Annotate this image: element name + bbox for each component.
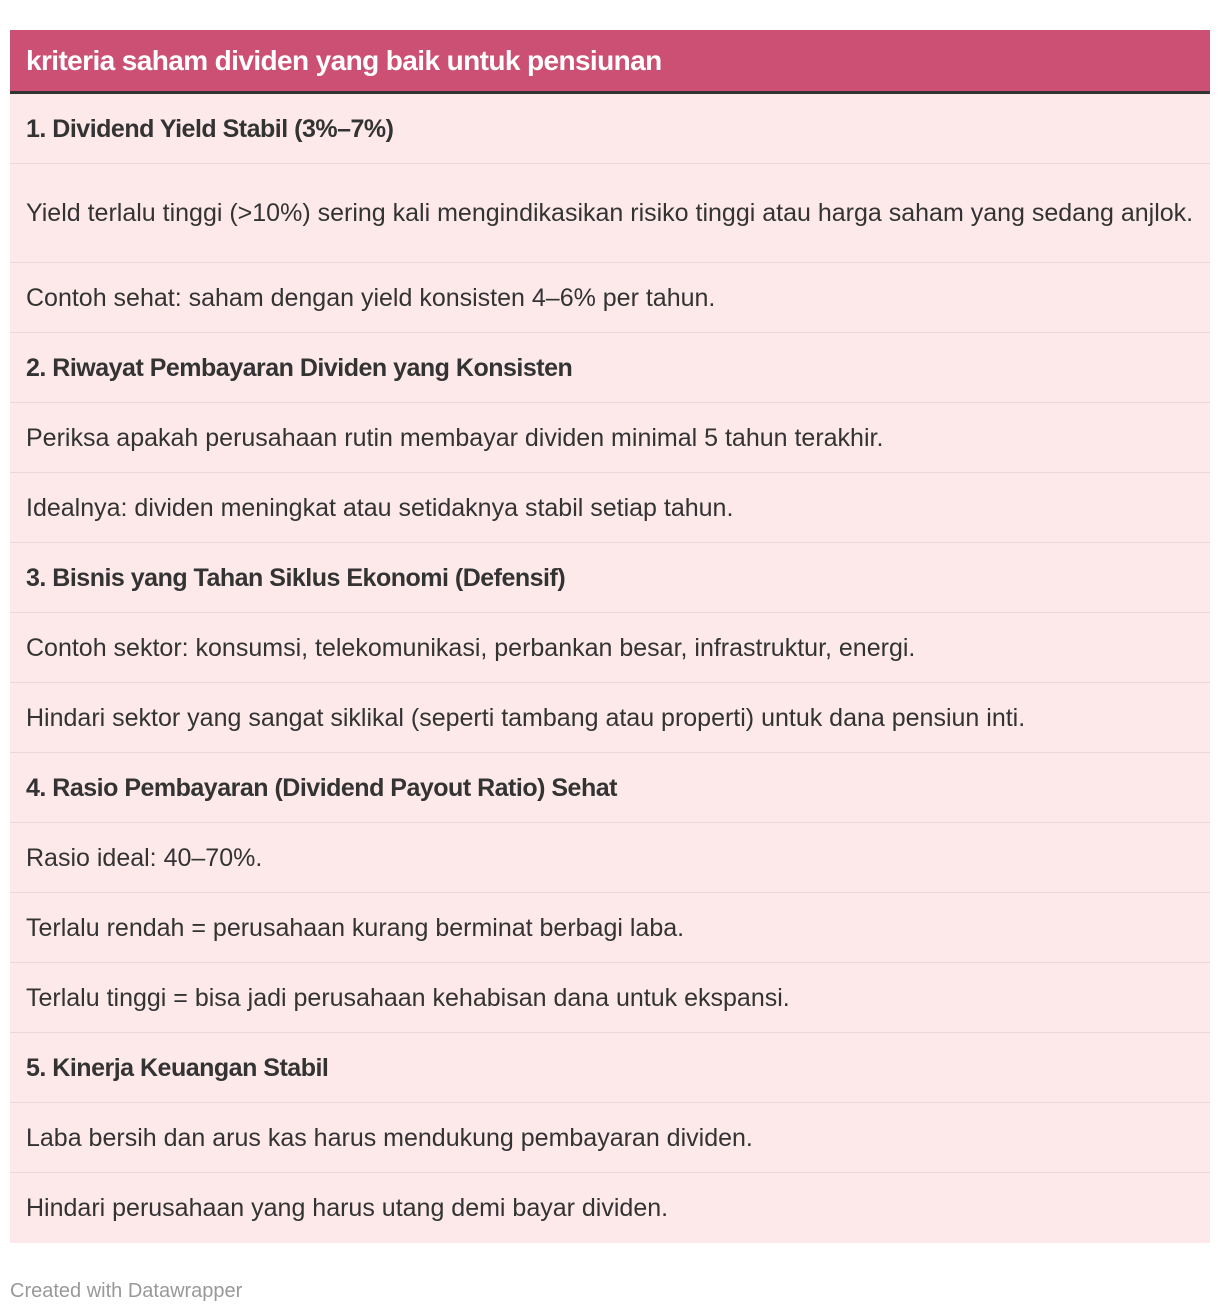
table-row-heading	[10, 753, 1210, 823]
table-row	[10, 403, 1210, 473]
table-cell: Terlalu tinggi = bisa jadi perusahaan kehabisan dana untuk ekspansi.	[26, 983, 790, 1012]
table-cell: Rasio ideal: 40–70%.	[26, 843, 263, 872]
table-cell: Periksa apakah perusahaan rutin membayar dividen minimal 5 tahun terakhir.	[26, 423, 884, 452]
table-header	[10, 30, 1210, 94]
table-row	[10, 963, 1210, 1033]
table-cell: 5. Kinerja Keuangan Stabil	[26, 1053, 329, 1082]
table-cell: 2. Riwayat Pembayaran Dividen yang Konsisten	[26, 353, 573, 382]
table-row-heading	[10, 543, 1210, 613]
table-row	[10, 613, 1210, 683]
data-table	[10, 30, 1210, 1243]
table-row	[10, 1173, 1210, 1243]
table-row	[10, 263, 1210, 333]
table-cell: 1. Dividend Yield Stabil (3%–7%)	[26, 114, 394, 143]
table-row	[10, 683, 1210, 753]
table-cell: 4. Rasio Pembayaran (Dividend Payout Ratio) Sehat	[26, 773, 617, 802]
table-cell: Contoh sektor: konsumsi, telekomunikasi, perbankan besar, infrastruktur, energi.	[26, 633, 916, 662]
table-row	[10, 1103, 1210, 1173]
table-cell: Idealnya: dividen meningkat atau setidaknya stabil setiap tahun.	[26, 493, 734, 522]
table-cell: 3. Bisnis yang Tahan Siklus Ekonomi (Defensif)	[26, 563, 566, 592]
table-row	[10, 893, 1210, 963]
table-cell: Terlalu rendah = perusahaan kurang berminat berbagi laba.	[26, 913, 685, 942]
table-cell: Laba bersih dan arus kas harus mendukung pembayaran dividen.	[26, 1123, 753, 1152]
table-row	[10, 823, 1210, 893]
table-row-heading	[10, 94, 1210, 164]
table-cell: Yield terlalu tinggi (>10%) sering kali mengindikasikan risiko tinggi atau harga saham yang sedang anjlok.	[26, 199, 1194, 227]
table-title: kriteria saham dividen yang baik untuk pensiunan	[26, 44, 662, 76]
table-row-heading	[10, 1033, 1210, 1103]
table-row	[10, 473, 1210, 543]
table-cell: Contoh sehat: saham dengan yield konsisten 4–6% per tahun.	[26, 283, 716, 312]
datawrapper-credit: Created with Datawrapper	[10, 1280, 243, 1302]
table-cell: Hindari sektor yang sangat siklikal (seperti tambang atau properti) untuk dana pensiun inti.	[26, 703, 1026, 732]
table-cell: Hindari perusahaan yang harus utang demi bayar dividen.	[26, 1194, 669, 1222]
table-body	[10, 94, 1210, 1243]
table-row-heading	[10, 333, 1210, 403]
table-row	[10, 164, 1210, 263]
